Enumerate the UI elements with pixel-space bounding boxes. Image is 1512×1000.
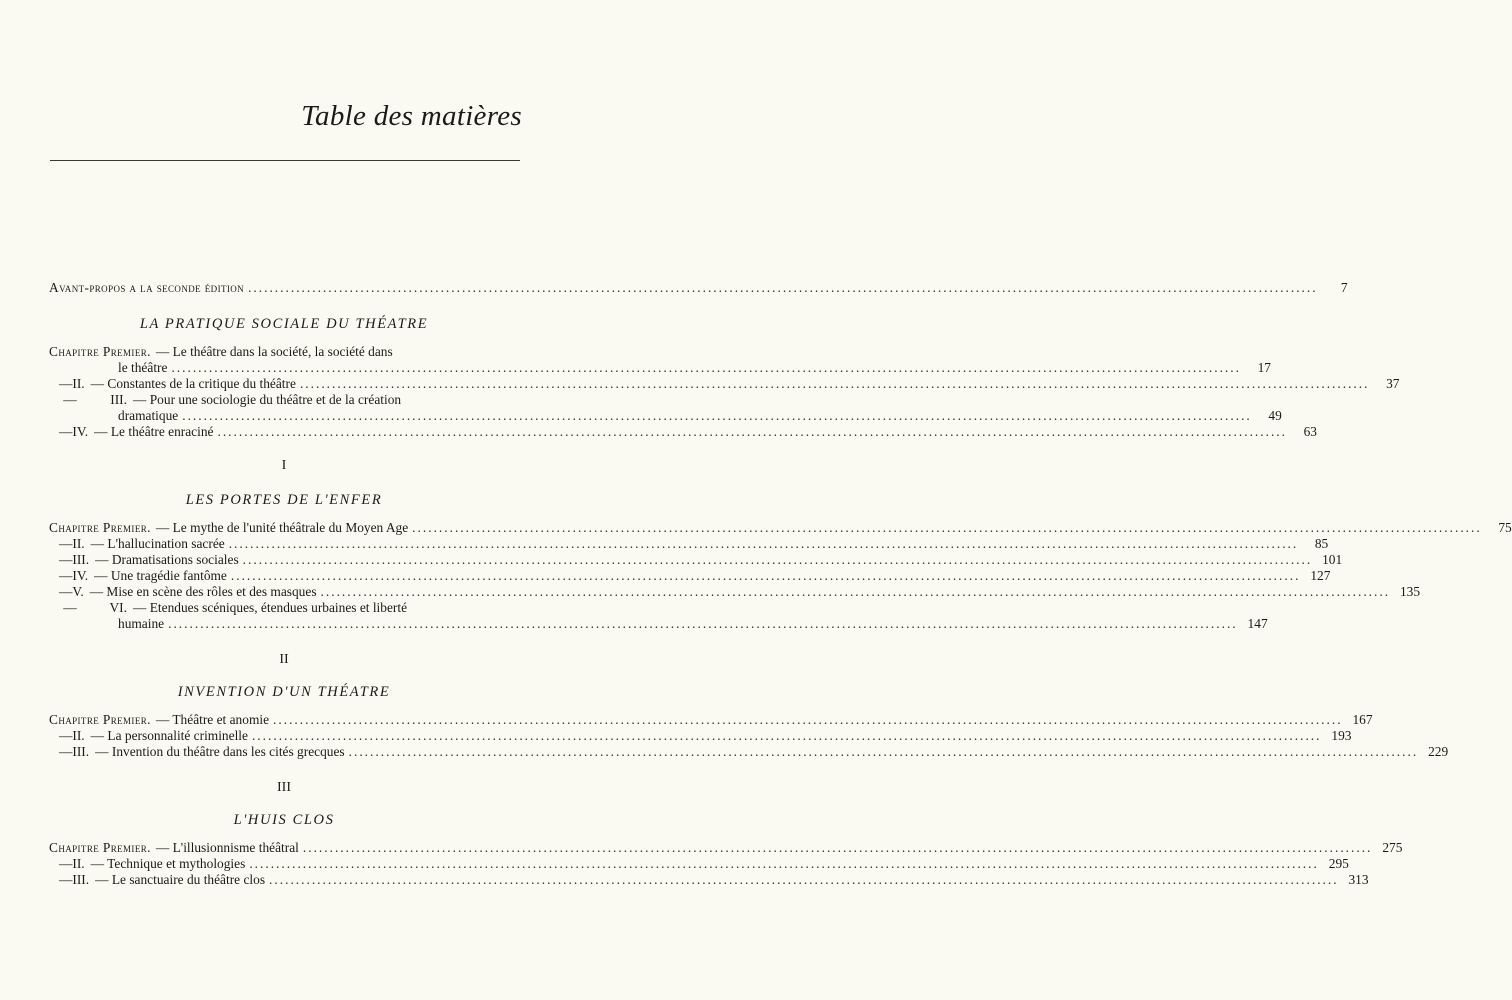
- chapter-number: II.: [72, 536, 85, 551]
- chapter-number: VI.: [109, 600, 127, 615]
- page-number: 167: [1352, 712, 1373, 727]
- toc-entry[interactable]: [49, 712, 1373, 728]
- section-heading: INVENTION D'UN THÉATRE: [177, 684, 391, 700]
- chapter-number: V.: [72, 584, 84, 599]
- dot-leader: ........................................................................................................................................................................................................: [228, 536, 1299, 551]
- chapter-number: III.: [72, 872, 90, 887]
- entry-title: — Pour une sociologie du théâtre et de la création: [133, 392, 402, 407]
- chapter-number: IV.: [72, 424, 89, 439]
- chapter-number: III.: [72, 744, 90, 759]
- entry-dash: —: [63, 600, 77, 615]
- dot-leader: ........................................................................................................................................................................................................: [249, 856, 1319, 871]
- dot-leader: ........................................................................................................................................................................................................: [320, 584, 1391, 599]
- dot-leader: ........................................................................................................................................................................................................: [217, 424, 1287, 439]
- dot-leader: ........................................................................................................................................................................................................: [348, 744, 1419, 759]
- dot-leader: ........................................................................................................................................................................................................: [299, 376, 1370, 391]
- entry-title-continuation: dramatique: [118, 408, 179, 423]
- page-number: 313: [1348, 872, 1369, 887]
- page-number: 275: [1382, 840, 1403, 855]
- entry-title: — Le mythe de l'unité théâtrale du Moyen Age: [155, 520, 409, 535]
- part-number: I: [281, 458, 287, 473]
- toc-entry-continuation[interactable]: [49, 408, 1282, 424]
- toc-entry[interactable]: [49, 744, 1449, 760]
- entry-dash: —: [59, 568, 73, 583]
- chapter-number: III.: [72, 552, 90, 567]
- chapter-lead: Chapitre Premier.: [49, 712, 151, 727]
- page-number: 135: [1399, 584, 1421, 599]
- entry-dash: —: [59, 872, 73, 887]
- entry-title: — Constantes de la critique du théâtre: [90, 376, 296, 391]
- section-heading: LES PORTES DE L'ENFER: [185, 492, 383, 508]
- dot-leader: ........................................................................................................................................................................................................: [248, 280, 1318, 295]
- page-number: 37: [1386, 376, 1400, 391]
- page-number: 49: [1268, 408, 1282, 423]
- chapter-number: II.: [72, 856, 85, 871]
- chapter-lead: Chapitre Premier.: [49, 344, 151, 359]
- dot-leader: ........................................................................................................................................................................................................: [168, 616, 1238, 631]
- page-number: 101: [1322, 552, 1343, 567]
- entry-title: — Mise en scène des rôles et des masques: [89, 584, 317, 599]
- chapter-number: IV.: [72, 568, 89, 583]
- part-number: II: [279, 652, 289, 667]
- page-title: Table des matières: [301, 100, 522, 132]
- entry-title: — Le théâtre dans la société, la société dans: [155, 344, 393, 359]
- toc-entry[interactable]: [49, 376, 1400, 392]
- toc-entry[interactable]: [49, 856, 1349, 872]
- toc-entry[interactable]: [49, 536, 1329, 552]
- entry-title: — L'illusionnisme théâtral: [155, 840, 299, 855]
- part-number: III: [277, 780, 291, 795]
- page-number: 193: [1331, 728, 1352, 743]
- entry-title: — Invention du théâtre dans les cités grecques: [95, 744, 345, 759]
- entry-title: — La personnalité criminelle: [90, 728, 248, 743]
- dot-leader: ........................................................................................................................................................................................................: [230, 568, 1301, 583]
- entry-dash: —: [59, 376, 73, 391]
- toc-entry[interactable]: [49, 552, 1343, 568]
- entry-title: Avant-propos a la seconde édition: [49, 280, 245, 295]
- page-number: 17: [1257, 360, 1271, 375]
- toc-entry[interactable]: [49, 728, 1352, 744]
- entry-dash: —: [63, 392, 77, 407]
- toc-entry[interactable]: [49, 392, 520, 408]
- chapter-lead: Chapitre Premier.: [49, 840, 151, 855]
- toc-entry-continuation[interactable]: [49, 360, 1271, 376]
- page-number: 229: [1428, 744, 1449, 759]
- entry-dash: —: [59, 552, 73, 567]
- chapter-number: II.: [72, 728, 85, 743]
- entry-title: — Théâtre et anomie: [155, 712, 270, 727]
- entry-dash: —: [59, 536, 73, 551]
- toc-entry[interactable]: [49, 840, 1403, 856]
- dot-leader: ........................................................................................................................................................................................................: [182, 408, 1252, 423]
- dot-leader: ........................................................................................................................................................................................................: [412, 520, 1482, 535]
- entry-dash: —: [59, 584, 73, 599]
- toc-entry[interactable]: [49, 520, 1512, 536]
- entry-title: — Le théâtre enraciné: [94, 424, 214, 439]
- dot-leader: ........................................................................................................................................................................................................: [242, 552, 1313, 567]
- toc-entry-continuation[interactable]: [49, 616, 1268, 632]
- toc-entry-avant-propos[interactable]: [49, 280, 1348, 296]
- page-number: 85: [1314, 536, 1329, 551]
- toc-entry[interactable]: [49, 344, 520, 360]
- chapter-lead: Chapitre Premier.: [49, 520, 151, 535]
- entry-title: — Le sanctuaire du théâtre clos: [95, 872, 266, 887]
- entry-title: — Une tragédie fantôme: [94, 568, 227, 583]
- toc-entry[interactable]: [49, 584, 1421, 600]
- toc-entry[interactable]: [49, 600, 520, 616]
- page-number: 63: [1303, 424, 1317, 439]
- entry-title-continuation: le théâtre: [118, 360, 168, 375]
- entry-dash: —: [59, 424, 73, 439]
- dot-leader: ........................................................................................................................................................................................................: [171, 360, 1241, 375]
- dot-leader: ........................................................................................................................................................................................................: [251, 728, 1322, 743]
- dot-leader: ........................................................................................................................................................................................................: [269, 872, 1339, 887]
- entry-title-continuation: humaine: [118, 616, 165, 631]
- entry-title: — Technique et mythologies: [90, 856, 246, 871]
- entry-dash: —: [59, 728, 73, 743]
- entry-dash: —: [59, 744, 73, 759]
- toc-entry[interactable]: [49, 424, 1317, 440]
- section-heading: LA PRATIQUE SOCIALE DU THÉATRE: [139, 316, 429, 332]
- page-number: 295: [1328, 856, 1349, 871]
- dot-leader: ........................................................................................................................................................................................................: [273, 712, 1343, 727]
- dot-leader: ........................................................................................................................................................................................................: [302, 840, 1373, 855]
- entry-dash: —: [59, 856, 73, 871]
- page-number: 127: [1310, 568, 1331, 583]
- page-number: 147: [1247, 616, 1268, 631]
- page-number: 75: [1498, 520, 1512, 535]
- entry-title: — Etendues scéniques, étendues urbaines et liberté: [133, 600, 408, 615]
- entry-title: — Dramatisations sociales: [95, 552, 239, 567]
- entry-title: — L'hallucination sacrée: [90, 536, 225, 551]
- page-number: 7: [1340, 280, 1348, 295]
- toc-entry[interactable]: [49, 872, 1369, 888]
- toc-entry[interactable]: [49, 568, 1331, 584]
- title-divider: [50, 160, 520, 161]
- chapter-number: III.: [110, 392, 127, 407]
- section-heading: L'HUIS CLOS: [233, 812, 335, 828]
- chapter-number: II.: [72, 376, 85, 391]
